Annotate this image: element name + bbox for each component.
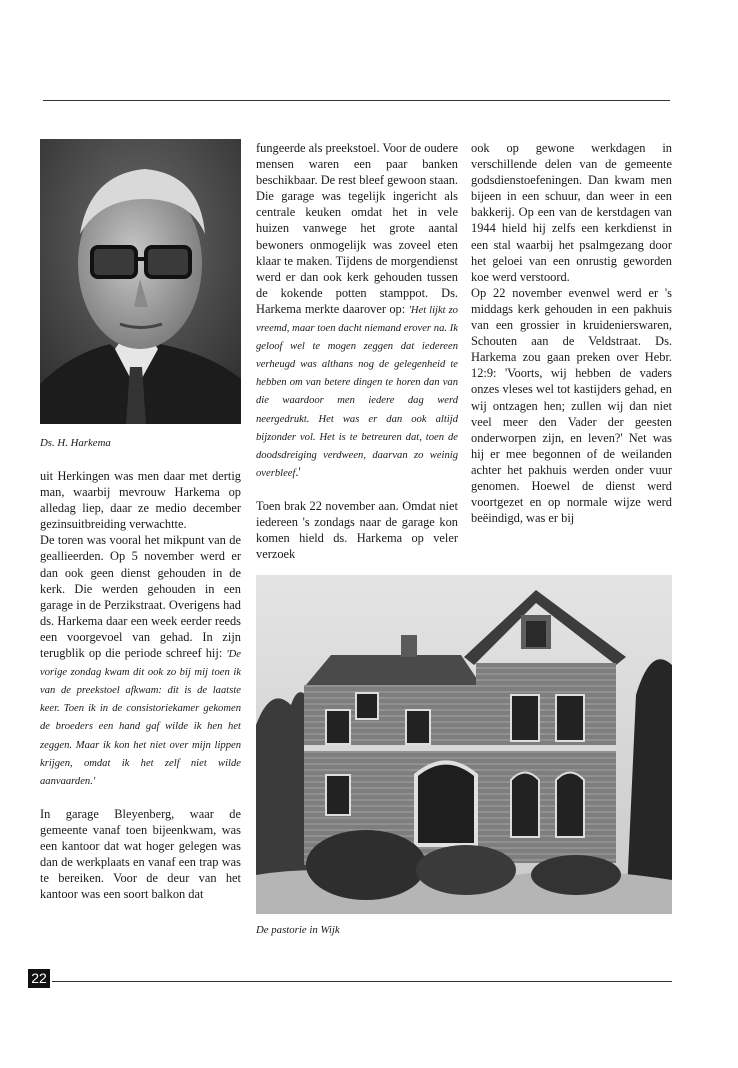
portrait-image [40,139,241,424]
col3-paragraph-1: ook op gewone werkdagen in verschillende delen van de gemeente godsdienstoefeningen. Dan kwam men bijeen in een schuur, dan weer in een bakkerij. Op een van de kerstdagen van 1944 hield hij zelfs een kerkdienst in een stal waarbij het psalmgezang door het geloei van een onrustig geworden koe werd verstoord. [471,141,672,284]
column-3-upper [471,140,672,526]
portrait-photo [40,139,241,424]
col3-paragraph-2: Op 22 november evenwel werd er 's middags kerk gehouden in een pakhuis van een grossier in kruidenierswaren, Schouten aan de Veldstraat. Ds. Harkema zou gaan preken over Hebr. 12:9: 'Voorts, wij hebben de vaders onzes vleses wel tot kastijders gehad, en wij ontzagen hen; zullen wij dan niet veel meer den Vader der geesten onderworpen zijn, en leven?' Net was hij er mee begonnen of de weilanden achter het pakhuis werden onder vuur genomen. Hoewel de dienst werd voortgezet en op normale wijze werd beëindigd, was er bij [471,285,672,526]
col1-paragraph-3: In garage Bleyenberg, waar de gemeente vanaf toen bijeenkwam, was een kantoor dat wat hoger gelegen was dan de werkplaats en vanaf een trap was te bereiken. Voor de deur van het kantoor was een soort balkon dat [40,806,241,902]
bottom-rule [52,981,672,982]
col1-paragraph-1: uit Herkingen was men daar met dertig man, waarbij mevrouw Harkema op alledag liep, daar ze medio december gezinsuitbreiding verwachtte. [40,469,241,532]
col2-quote-end: .' [295,464,301,479]
page-number: 22 [28,969,50,988]
column-1-lower [40,468,241,902]
col2-paragraph-1-text: fungeerde als preekstoel. Voor de oudere mensen waren een paar banken beschikbaar. De rest bleef gewoon staan. Die garage was tegelijk ingericht als centrale keuken omdat het in vele huizen vanwege het grote aantal bewoners onmogelijk was zoveel eten klaar te maken. Tijdens de morgendienst werd er dan ook kerk gehouden tussen de kokende potten stamppot. Ds. Harkema merkte daarover op: [256,141,458,316]
portrait-caption: Ds. H. Harkema [40,437,111,449]
top-rule [43,100,670,101]
house-image [256,575,672,914]
col2-paragraph-2: Toen brak 22 november aan. Omdat niet iedereen 's zondags naar de garage kon komen hield ds. Harkema op veler verzoek [256,498,458,562]
col1-quote: 'De vorige zondag kwam dit ook zo bij mij toen ik van de preekstoel afkwam: dit is de laatste keer. Toen ik in de consistoriekamer gekomen de broeders een hand gaf wilde ik hen het zeggen. Maar ik kon het niet over mijn lippen krijgen, omdat ik het zelf niet wilde aanvaarden.' [40,649,241,787]
col1-paragraph-2 [40,532,241,789]
house-photo [256,575,672,914]
col1-paragraph-2-text: De toren was vooral het mikpunt van de geallieerden. Op 5 november werd er dan ook geen dienst gehouden in de kerk. Die werden gehouden in een garage in de Perzikstraat. Overigens had ds. Harkema daar een week eerder reeds een voorgevoel van gehad. In zijn terugblik op die periode schreef hij: [40,533,241,661]
house-caption: De pastorie in Wijk [256,924,340,936]
col2-quote: 'Het lijkt zo vreemd, maar toen dacht niemand erover na. Ik geloof wel te mogen zeggen dat iedereen verheugd was althans nog de gelegenheid te hebben om van betere dingen te horen dan van die waardoor men iedere dag werd neergedrukt. Het was er dan ook altijd bijzonder vol. Het is te betreuren dat, toen de doodsdreiging verdween, daarvan zo weinig overbleef [256,304,458,479]
column-2-upper [256,140,458,562]
col2-paragraph-1 [256,140,458,482]
